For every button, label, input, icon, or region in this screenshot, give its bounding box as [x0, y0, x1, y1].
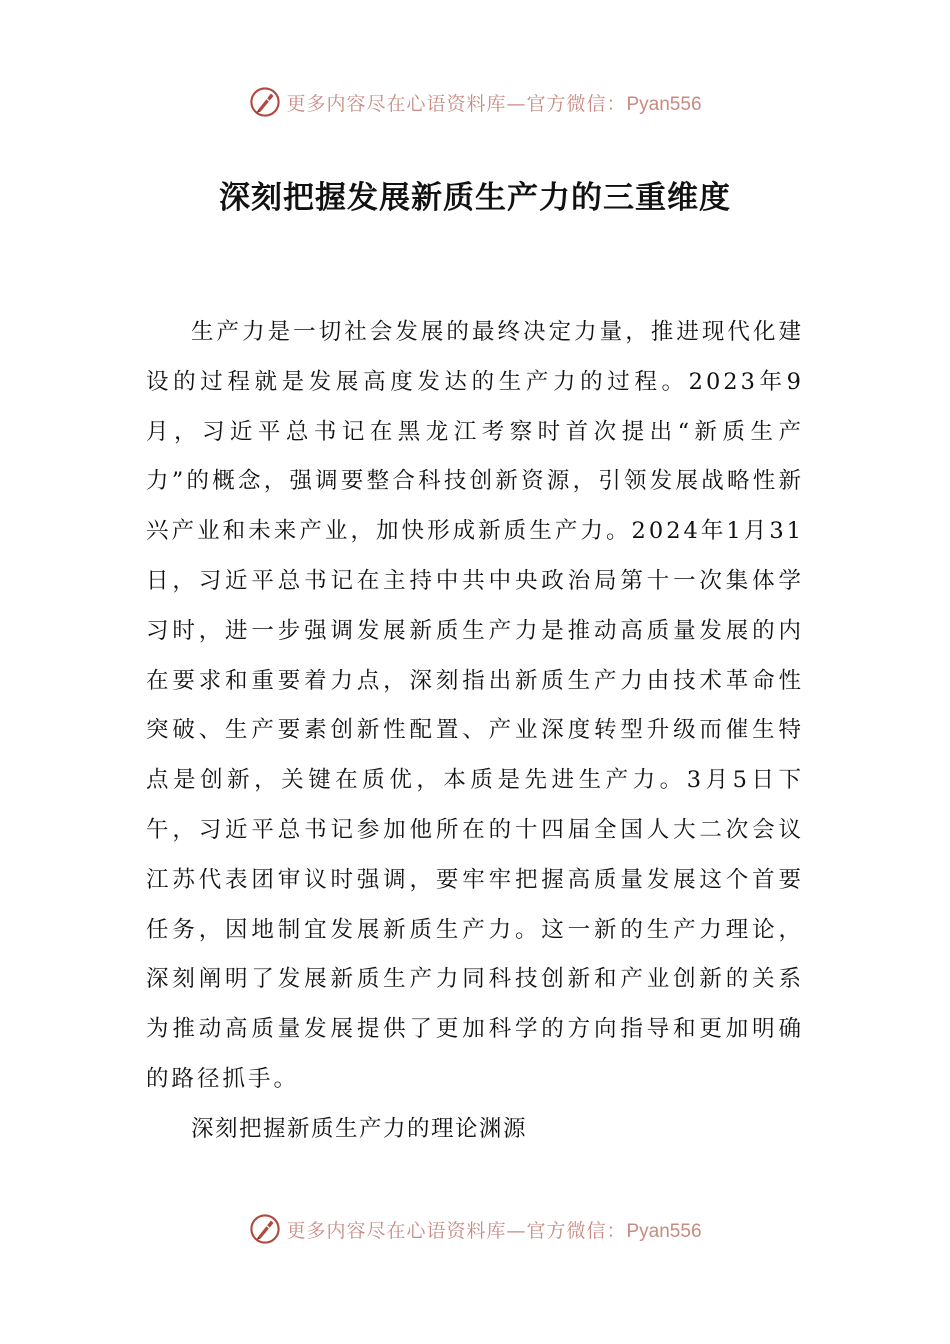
- watermark-text: 更多内容尽在心语资料库—官方微信：Pyan556: [286, 1219, 702, 1242]
- quill-pen-icon: [248, 1212, 282, 1246]
- watermark-banner-top: [0, 82, 950, 122]
- section-heading: 深刻把握新质生产力的理论渊源: [191, 1115, 528, 1142]
- watermark-account: Pyan556: [626, 1220, 702, 1242]
- watermark-banner-bottom: [0, 1209, 950, 1249]
- document-title: 深刻把握发展新质生产力的三重维度: [219, 180, 731, 216]
- body-paragraph: 生产力是一切社会发展的最终决定力量，推进现代化建设的过程就是发展高度发达的生产力的过程。2023年9月，习近平总书记在黑龙江考察时首次提出“新质生产力”的概念，强调要整合科技创新资源，引领发展战略性新兴产业和未来产业，加快形成新质生产力。2024年1月31日，习近平总书记在主持中共中央政治局第十一次集体学习时，进一步强调发展新质生产力是推动高质量发展的内在要求和重要着力点，深刻指出新质生产力由技术革命性突破、生产要素创新性配置、产业深度转型升级而催生特点是创新，关键在质优，本质是先进生产力。3月5日下午，习近平总书记参加他所在的十四届全国人大二次会议江苏代表团审议时强调，要牢牢把握高质量发展这个首要任务，因地制宜发展新质生产力。这一新的生产力理论，深刻阐明了发展新质生产力同科技创新和产业创新的关系为推动高质量发展提供了更加科学的方向指导和更加明确的路径抓手。: [146, 319, 804, 1092]
- watermark-text: 更多内容尽在心语资料库—官方微信：Pyan556: [286, 92, 702, 115]
- document-body: [146, 308, 804, 1155]
- quill-pen-icon: [248, 85, 282, 119]
- watermark-account: Pyan556: [626, 93, 702, 115]
